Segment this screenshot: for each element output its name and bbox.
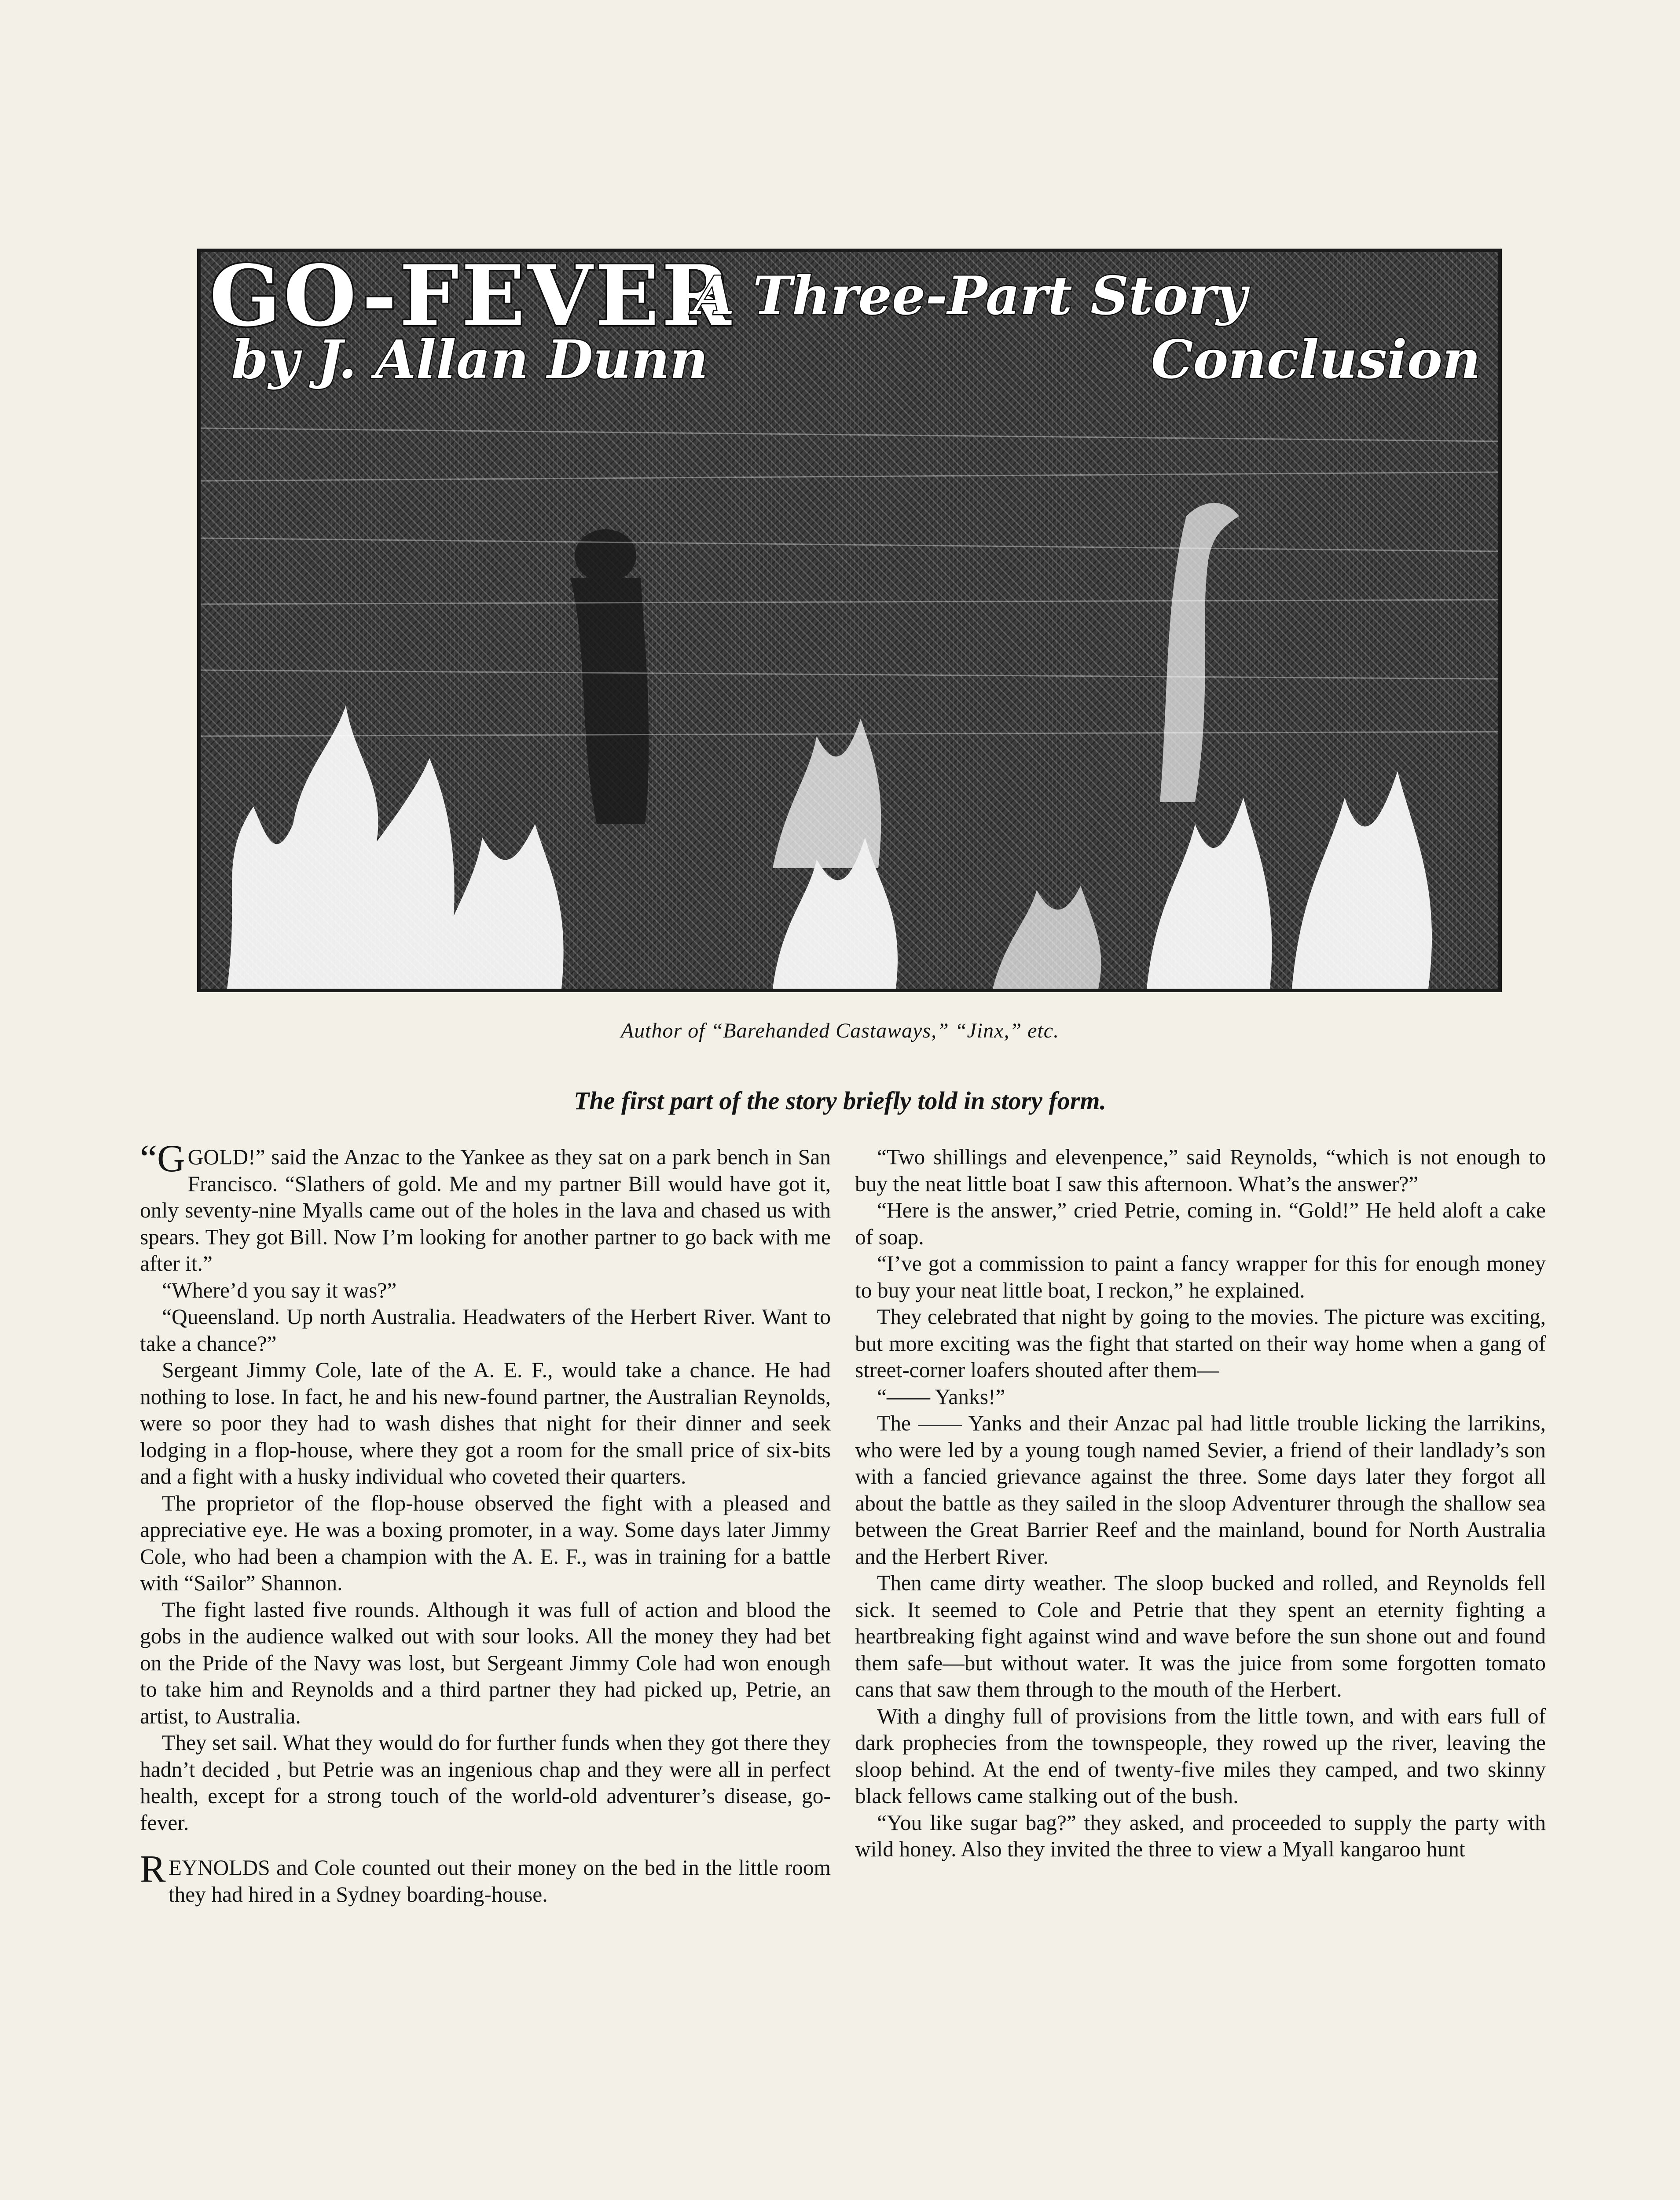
paragraph: Then came dirty weather. The sloop bucked and rolled, and Reynolds fell sick. It seemed to Cole and Petrie that they spent an eternity fighting a heartbreaking fight against wind and wave before the sun shone out and found them safe—but without water. It was the juice from some forgotten tomato cans that saw them through to the mouth of the Herbert. — [855, 1571, 1546, 1701]
story-illustration — [197, 249, 1502, 992]
paragraph: With a dinghy full of provisions from the little town, and with ears full of dark prophecies from the townspeople, they rowed up the river, leaving the sloop behind. At the end of twenty-five miles they camped, and two skinny black fellows came stalking out of the bush. — [855, 1704, 1546, 1808]
drop-cap: “G — [140, 1137, 185, 1180]
paragraph: Sergeant Jimmy Cole, late of the A. E. F., would take a chance. He had nothing to lose. In fact, he and his new-found partner, the Australian Reynolds, were so poor they had to wash dishes that night for their dinner and seek lodging in a flop-house, where they got a room for the small price of six-bits and a fight with a husky individual who coveted their quarters. — [140, 1358, 831, 1489]
paragraph: “Two shillings and elevenpence,” said Reynolds, “which is not enough to buy the neat little boat I saw this afternoon. What’s the answer?” — [855, 1145, 1546, 1196]
paragraph: “You like sugar bag?” they asked, and proceeded to supply the party with wild honey. Also they invited the three to view a Myall kangaroo hunt — [855, 1810, 1546, 1861]
paragraph: “GGOLD!” said the Anzac to the Yankee as they sat on a park bench in San Francisco. “Slathers of gold. Me and my partner Bill would have got it, only seventy-nine Myalls came out of the holes in the lava and chased us with spears. They got Bill. Now I’m looking for another partner to go back with me after it.” — [140, 1137, 831, 1276]
story-title: GO-FEVER — [209, 249, 734, 345]
paragraph: They set sail. What they would do for further funds when they got there they hadn’t decided , but Petrie was an ingenious chap and they were all in perfect health, except for a strong touch of the world-old adventurer’s disease, go-fever. — [140, 1731, 831, 1835]
story-subtitle: A Three-Part Story — [693, 265, 1247, 327]
paragraph: The —— Yanks and their Anzac pal had little trouble licking the larrikins, who were led by a young tough named Sevier, a friend of their landlady’s son with a fancied grievance against the three. Some days later they forgot all about the battle as they sailed in the sloop Adventurer through the shallow sea between the Great Barrier Reef and the mainland, bound for North Australia and the Herbert River. — [855, 1411, 1546, 1569]
paragraph: “I’ve got a commission to paint a fancy wrapper for this for enough money to buy your neat little boat, I reckon,” he explained. — [855, 1251, 1546, 1302]
synopsis-heading: The first part of the story briefly told in story form. — [574, 1086, 1106, 1115]
paragraph: “Queensland. Up north Australia. Headwaters of the Herbert River. Want to take a chance?” — [140, 1305, 831, 1356]
paragraph: REYNOLDS and Cole counted out their money on the bed in the little room they had hired in a Sydney boarding-house. — [140, 1848, 831, 1907]
drop-cap: R — [140, 1848, 166, 1891]
author-caption: Author of “Barehanded Castaways,” “Jinx,” etc. — [620, 1019, 1060, 1042]
paragraph: “Where’d you say it was?” — [162, 1278, 397, 1302]
story-part-label: Conclusion — [1151, 329, 1481, 391]
paragraph: The proprietor of the flop-house observed the fight with a pleased and appreciative eye. He was a boxing promoter, in a way. Some days later Jimmy Cole, who had been a champion with the A. E. F., was in training for a battle with “Sailor” Shannon. — [140, 1491, 831, 1595]
text-column-left — [140, 1137, 831, 1908]
story-byline: by J. Allan Dunn — [231, 329, 708, 391]
paragraph: “Here is the answer,” cried Petrie, coming in. “Gold!” He held aloft a cake of soap. — [855, 1198, 1546, 1249]
text-column-right — [855, 1144, 1546, 1863]
paragraph: “—— Yanks!” — [877, 1384, 1005, 1409]
paragraph: They celebrated that night by going to the movies. The picture was exciting, but more exciting was the fight that started on their way home when a gang of street-corner loafers shouted after them— — [855, 1305, 1546, 1382]
paragraph: The fight lasted five rounds. Although it was full of action and blood the gobs in the audience walked out with sour looks. All the money they had bet on the Pride of the Navy was lost, but Sergeant Jimmy Cole had won enough to take him and Reynolds and a third partner they had picked up, Petrie, an artist, to Australia. — [140, 1597, 831, 1728]
